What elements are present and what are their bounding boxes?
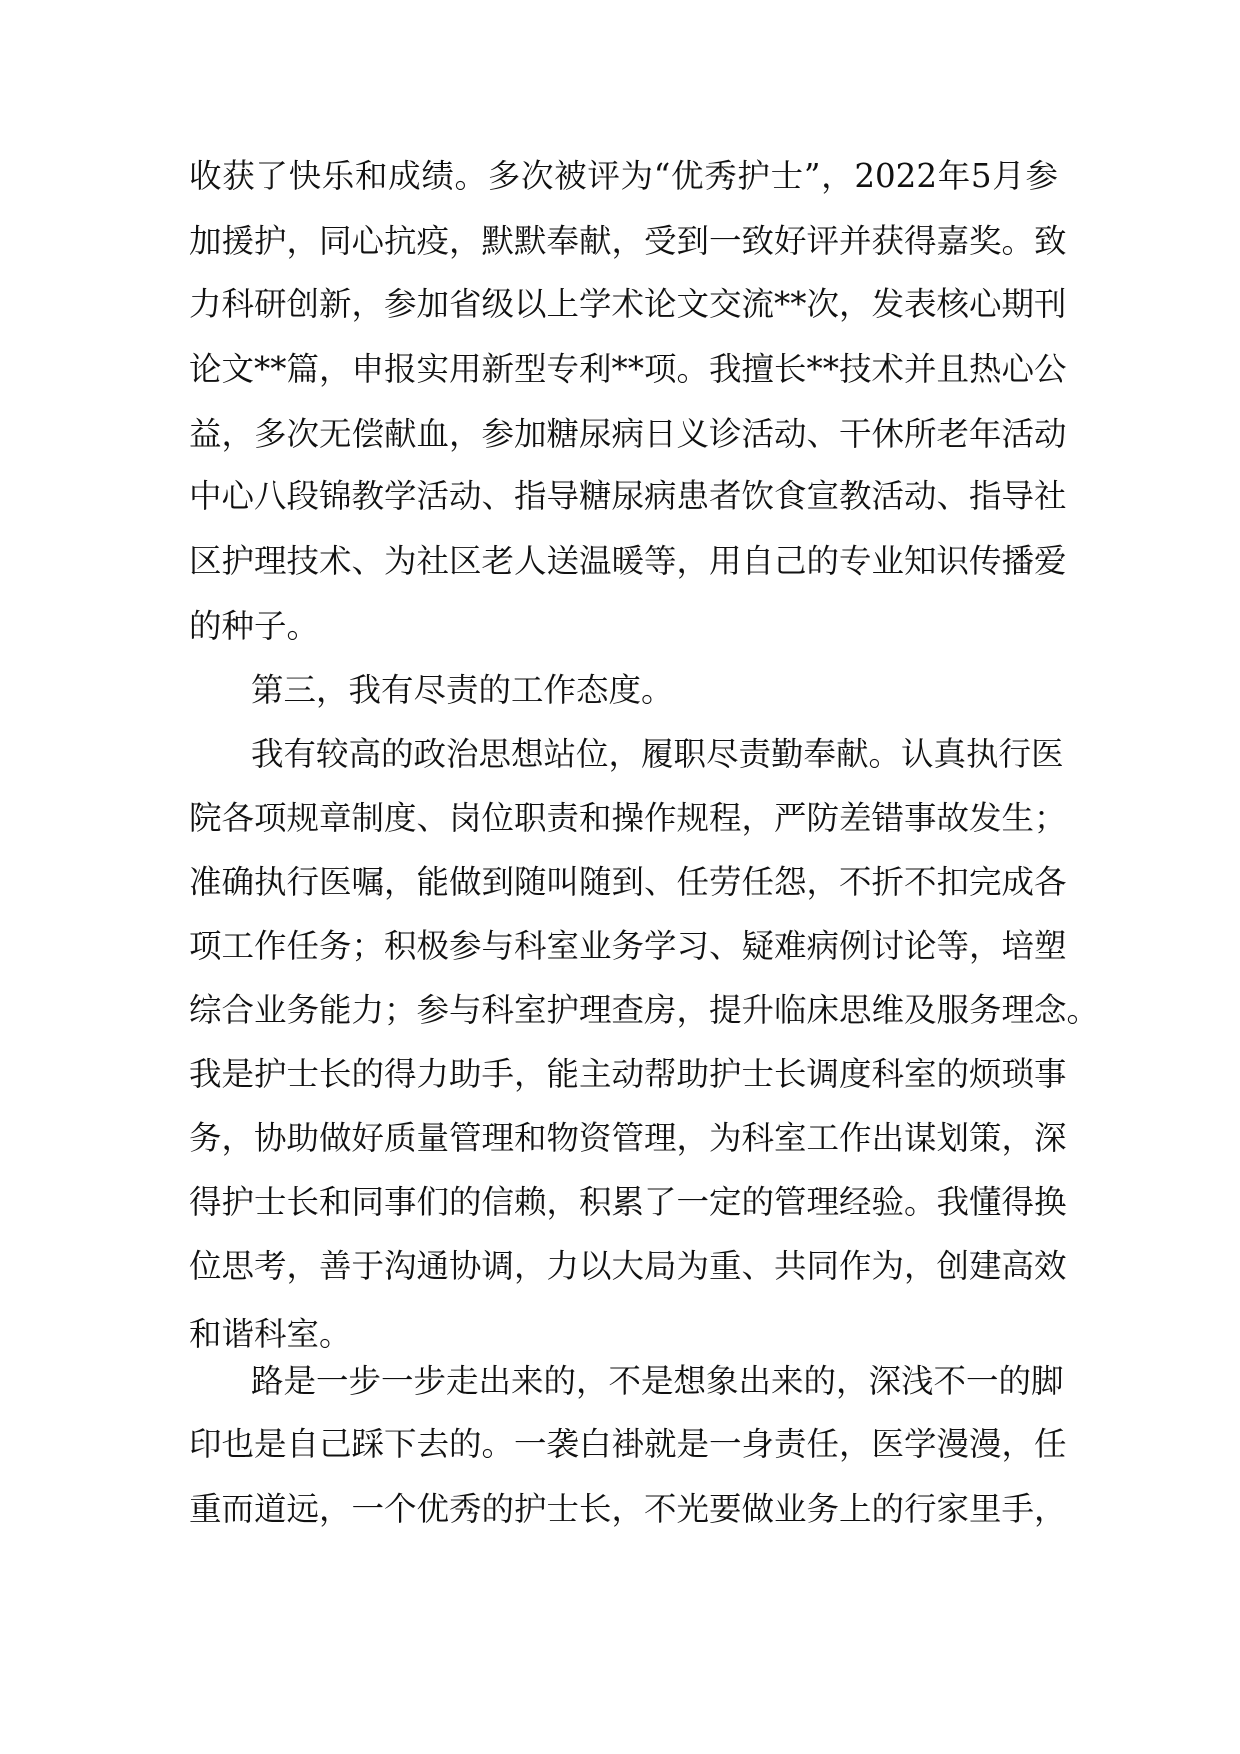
text-line: 中心八段锦教学活动、指导糖尿病患者饮食宣教活动、指导社 <box>189 477 1067 515</box>
text-line: 力科研创新，参加省级以上学术论文交流**次，发表核心期刊 <box>189 285 1067 323</box>
section-heading: 第三，我有尽责的工作态度。 <box>251 671 674 709</box>
text-line: 路是一步一步走出来的，不是想象出来的，深浅不一的脚 <box>251 1362 1064 1400</box>
text-line: 综合业务能力；参与科室护理查房，提升临床思维及服务理念。 <box>189 991 1100 1029</box>
text-line: 加援护，同心抗疫，默默奉献，受到一致好评并获得嘉奖。致 <box>189 222 1067 260</box>
text-line: 项工作任务；积极参与科室业务学习、疑难病例讨论等，培塑 <box>189 927 1067 965</box>
text-line: 我是护士长的得力助手，能主动帮助护士长调度科室的烦琐事 <box>189 1055 1067 1093</box>
text-line: 位思考，善于沟通协调，力以大局为重、共同作为，创建高效 <box>189 1247 1067 1285</box>
text-line: 的种子。 <box>189 607 320 645</box>
text-line: 益，多次无偿献血，参加糖尿病日义诊活动、干休所老年活动 <box>189 415 1067 453</box>
text-line: 重而道远，一个优秀的护士长，不光要做业务上的行家里手， <box>189 1490 1067 1528</box>
text-line: 得护士长和同事们的信赖，积累了一定的管理经验。我懂得换 <box>189 1183 1067 1221</box>
text-line: 院各项规章制度、岗位职责和操作规程，严防差错事故发生； <box>189 799 1067 837</box>
text-line: 务，协助做好质量管理和物资管理，为科室工作出谋划策，深 <box>189 1119 1067 1157</box>
text-line: 和谐科室。 <box>189 1315 352 1353</box>
text-line: 准确执行医嘱，能做到随叫随到、任劳任怨，不折不扣完成各 <box>189 863 1067 901</box>
text-line: 收获了快乐和成绩。多次被评为“优秀护士”，2022年5月参 <box>189 157 1058 195</box>
text-line: 我有较高的政治思想站位，履职尽责勤奉献。认真执行医 <box>251 735 1064 773</box>
text-line: 区护理技术、为社区老人送温暖等，用自己的专业知识传播爱 <box>189 542 1067 580</box>
text-line: 印也是自己踩下去的。一袭白褂就是一身责任，医学漫漫，任 <box>189 1425 1067 1463</box>
text-line: 论文**篇，申报实用新型专利**项。我擅长**技术并且热心公 <box>189 350 1067 388</box>
